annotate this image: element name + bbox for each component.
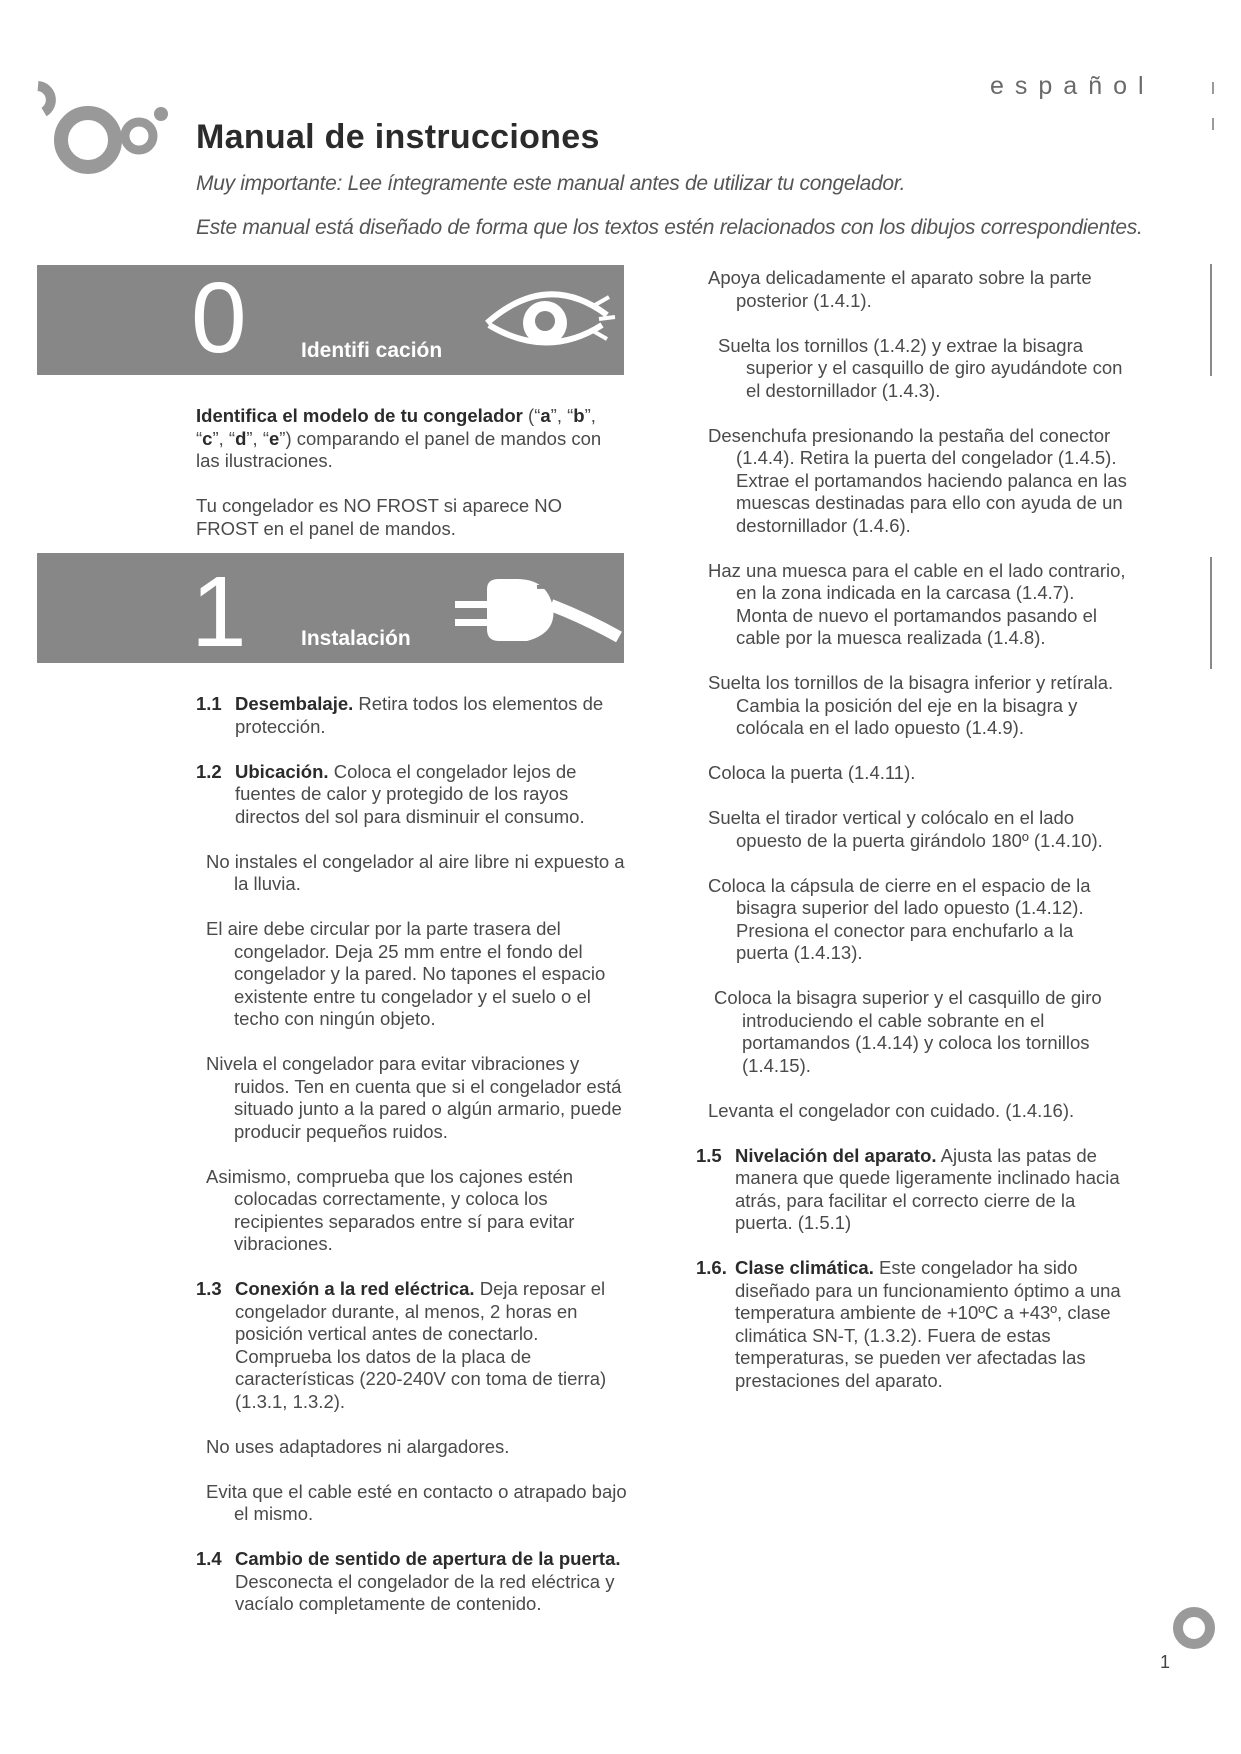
item-1-3 [196, 1278, 636, 1413]
section-0-number: 0 [191, 262, 247, 374]
section-1-label: Instalación [301, 627, 411, 650]
side-rule-1 [1210, 264, 1212, 376]
quote-open: (“ [522, 405, 541, 426]
side-rule-2 [1210, 557, 1212, 669]
section-1-band [37, 553, 624, 668]
item-1-3-heading: Conexión a la red eléctrica. [235, 1278, 475, 1299]
item-1-5 [696, 1145, 1128, 1235]
sep-4: ”, “ [246, 427, 269, 449]
leveling-paragraph: Nivela el congelador para evitar vibraciones y ruidos. Ten en cuenta que si el congelador está situado junto a la pared o algún armario, puede producir pequeños ruidos. [206, 1053, 622, 1142]
item-1-6-text: Este congelador ha sido diseñado para un funcionamiento óptimo a una temperatura ambiente de +10ºC a +43º, clase climática SN-T, (1.3.2). Fuera de estas temperaturas, se pueden ver afectadas las prestaciones del aparato. [735, 1257, 1121, 1391]
step-capsule: Coloca la cápsula de cierre en el espacio de la bisagra superior del lado opuesto (1.4.12). Presiona el conector para enchufarlo a la puerta (1.4.13). [708, 874, 1091, 963]
item-1-4-number: 1.4 [196, 1548, 222, 1569]
identify-model-heading: Identifica el modelo de tu congelador [196, 405, 523, 426]
identify-model-tail: ”) comparando el panel de mandos con las ilustraciones. [196, 427, 602, 471]
page-title: Manual de instrucciones [196, 118, 600, 156]
section-0-label: Identifi cación [301, 339, 443, 362]
adapters-paragraph: No uses adaptadores ni alargadores. [206, 1435, 510, 1457]
step-unplug: Desenchufa presionando la pestaña del conector (1.4.4). Retira la puerta del congelador (1.4.5). Extrae el portamandos haciendo palanca en las muescas destinadas para ello con ayuda de un destornillador (1.4.6). [708, 424, 1127, 536]
drawers-paragraph: Asimismo, comprueba que los cajones estén colocadas correctamente, y coloca los recipientes separados entre sí para evitar vibraciones. [206, 1165, 575, 1254]
item-1-2 [196, 761, 636, 829]
right-column [696, 267, 1128, 1392]
eye-icon [477, 275, 617, 370]
item-1-2-number: 1.2 [196, 760, 222, 782]
language-label: español [990, 72, 1155, 100]
section-0-body [196, 405, 626, 563]
model-b: b [573, 405, 585, 426]
item-1-5-text: Ajusta las patas de manera que quede ligeramente inclinado hacia atrás, para facilitar el correcto cierre de la puerta. (1.5.1) [735, 1144, 1120, 1233]
brand-logo [30, 78, 170, 183]
item-1-2-text: Coloca el congelador lejos de fuentes de calor y protegido de los rayos directos del sol para disminuir el consumo. [235, 760, 585, 827]
page-number: 1 [1160, 1652, 1171, 1672]
identify-model-paragraph [196, 405, 626, 473]
item-1-5-heading: Nivelación del aparato. [735, 1144, 937, 1166]
item-1-4 [196, 1548, 636, 1616]
item-1-1-heading: Desembalaje. [235, 693, 354, 714]
sep-1: ”, “ [550, 405, 574, 426]
item-1-6-number: 1.6. [696, 1257, 727, 1278]
step-place-door: Coloca la puerta (1.4.11). [708, 762, 916, 783]
step-notch: Haz una muesca para el cable en el lado contrario, en la zona indicada en la carcasa (1.4.7). Monta de nuevo el portamandos pasando el cable por la muesca realizada (1.4.8). [708, 559, 1126, 648]
air-circulation-paragraph: El aire debe circular por la parte trasera del congelador. Deja 25 mm entre el fondo del congelador y la pared. No tapones el espacio existente entre tu congelador y el suelo o el techo con ningún objeto. [206, 918, 606, 1029]
step-lift: Levanta el congelador con cuidado. (1.4.16). [708, 1099, 1075, 1121]
item-1-3-number: 1.3 [196, 1278, 222, 1299]
item-1-6-heading: Clase climática. [735, 1257, 874, 1278]
sep-2: ”, [584, 405, 596, 426]
item-1-6 [696, 1257, 1128, 1392]
subtitle-important: Muy importante: Lee íntegramente este manual antes de utilizar tu congelador. [196, 172, 906, 195]
edge-mark-top [1212, 82, 1214, 94]
item-1-4-text: Desconecta el congelador de la red eléctrica y vacíalo completamente de contenido. [235, 1570, 615, 1614]
section-1-body [196, 693, 636, 1616]
item-1-1 [196, 693, 636, 738]
model-a: a [540, 405, 551, 426]
section-1-number: 1 [191, 556, 247, 668]
edge-mark-top-2 [1212, 118, 1214, 130]
model-e: e [269, 427, 280, 449]
step-handle: Suelta el tirador vertical y colócalo en el lado opuesto de la puerta girándolo 180º (1.4.10). [708, 807, 1103, 851]
outdoor-paragraph: No instales el congelador al aire libre ni expuesto a la lluvia. [206, 850, 625, 894]
item-1-1-number: 1.1 [196, 693, 222, 714]
item-1-3-text: Deja reposar el congelador durante, al menos, 2 horas en posición vertical antes de conectarlo. Comprueba los datos de la placa de características (220-240V con toma de tierra) (1.3.1, 1.3.2). [235, 1278, 607, 1412]
step-lower-hinge: Suelta los tornillos de la bisagra inferior y retírala. Cambia la posición del eje en la bisagra y colócala en el lado opuesto (1.4.9). [708, 672, 1114, 738]
section-0-band [37, 262, 624, 375]
model-d: d [235, 427, 247, 449]
plug-icon [447, 567, 622, 662]
model-c: c [202, 427, 213, 449]
item-1-4-heading: Cambio de sentido de apertura de la puerta. [235, 1548, 621, 1569]
cable-paragraph: Evita que el cable esté en contacto o atrapado bajo el mismo. [206, 1480, 627, 1524]
corner-circle-icon [1172, 1604, 1216, 1657]
quote-open-2: “ [196, 427, 203, 449]
step-upper-hinge: Coloca la bisagra superior y el casquillo de giro introduciendo el cable sobrante en el portamandos (1.4.14) y coloca los tornillos (1.4.15). [714, 987, 1102, 1076]
no-frost-paragraph: Tu congelador es NO FROST si aparece NO FROST en el panel de mandos. [196, 495, 563, 539]
item-1-5-number: 1.5 [696, 1144, 722, 1166]
item-1-1-text: Retira todos los elementos de protección. [235, 693, 604, 737]
item-1-2-heading: Ubicación. [235, 760, 329, 782]
step-rest-back: Apoya delicadamente el aparato sobre la parte posterior (1.4.1). [708, 267, 1092, 311]
subtitle-design: Este manual está diseñado de forma que los textos estén relacionados con los dibujos correspondientes. [196, 216, 1143, 239]
sep-3: ”, “ [212, 427, 236, 449]
step-loosen-screws: Suelta los tornillos (1.4.2) y extrae la bisagra superior y el casquillo de giro ayudándote con el destornillador (1.4.3). [718, 334, 1123, 401]
